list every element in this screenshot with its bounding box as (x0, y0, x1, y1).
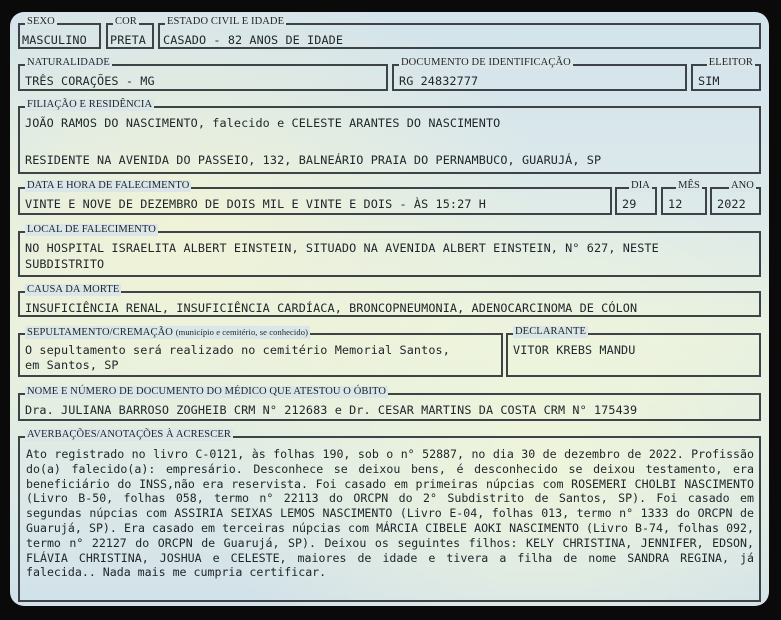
falecimento-value: VINTE E NOVE DE DEZEMBRO DE DOIS MIL E VINTE E DOIS - ÀS 15:27 H (25, 197, 486, 211)
medico-field (18, 386, 761, 421)
falecimento-label: DATA E HORA DE FALECIMENTO (27, 180, 190, 191)
eleitor-label: ELEITOR (708, 57, 753, 68)
sepultamento-value-line1: O sepultamento será realizado no cemitério Memorial Santos, (25, 343, 450, 357)
causa-field (18, 284, 761, 317)
estado-civil-field (158, 16, 761, 49)
mes-field (661, 180, 707, 215)
declarante-field (506, 326, 761, 377)
sepultamento-field (18, 327, 503, 377)
estado-civil-value: CASADO - 82 ANOS DE IDADE (163, 33, 344, 47)
averbacoes-field (18, 429, 761, 602)
cor-label: COR (115, 16, 137, 27)
medico-value: Dra. JULIANA BARROSO ZOGHEIB CRM N° 212683 e Dr. CESAR MARTINS DA COSTA CRM N° 175439 (25, 403, 638, 417)
averbacoes-text: Ato registrado no livro C-0121, às folhas 190, sob o n° 52887, no dia 30 de dezembro de 2022. Profissão do(a) falecido(a): empresário. Desconhece se deixou bens, é desconhecido se deixou testamento, era beneficiário do INSS,não era reservista. Foi casado em primeiras núpcias com ROSEMERI CHOLBI NASCIMENTO (Livro B-50, folhas 058, termo n° 22113 do ORCPN do 2° Subdistrito de Santos, SP). Foi casado em segundas núpcias com ASSIRIA SEIXAS LEMOS NASCIMENTO (Livro E-04, folhas 013, termo n° 1333 do ORCPN de Guarujá, SP). Era casado em terceiras núpcias com MÁRCIA CIBELE AOKI NASCIMENTO (Livro B-74, folhas 092, termo n° 22127 do ORCPN de Guarujá, SP). Deixou os seguintes filhos: KELY CHRISTINA, JENNIFER, EDSON, FLÁVIA CHRISTINA, JOSHUA e CELESTE, maiores de idade e tivera a filha de nome SANDRA REGINA, já falecida.. Nada mais me cumpria certificar. (26, 447, 754, 580)
ano-label: ANO (730, 180, 754, 191)
documento-label: DOCUMENTO DE IDENTIFICAÇÃO (401, 57, 571, 68)
local-value-line1: NO HOSPITAL ISRAELITA ALBERT EINSTEIN, SITUADO NA AVENIDA ALBERT EINSTEIN, N° 627, NESTE (25, 241, 659, 255)
declarante-value: VITOR KREBS MANDU (513, 343, 636, 357)
sepultamento-label (25, 326, 310, 339)
sepultamento-label-note: (município e cemitério, se conhecido) (175, 327, 309, 337)
mes-label: MÊS (678, 180, 700, 191)
causa-value: INSUFICIÊNCIA RENAL, INSUFICIÊNCIA CARDÍACA, BRONCOPNEUMONIA, ADENOCARCINOMA DE CÓLON (25, 301, 638, 315)
documento-field (392, 57, 687, 91)
sexo-value: MASCULINO (22, 33, 87, 47)
filiacao-residence: RESIDENTE NA AVENIDA DO PASSEIO, 132, BALNEÁRIO PRAIA DO PERNAMBUCO, GUARUJÁ, SP (25, 153, 602, 167)
eleitor-value: SIM (698, 74, 720, 88)
sepultamento-value-line2: em Santos, SP (25, 358, 119, 372)
filiacao-label: FILIAÇÃO E RESIDÊNCIA (27, 99, 153, 110)
cor-value: PRETA (110, 33, 147, 47)
sexo-label: SEXO (27, 16, 55, 27)
sepultamento-label-text: SEPULTAMENTO/CREMAÇÃO (27, 327, 173, 338)
ano-field (710, 180, 761, 215)
naturalidade-field (18, 57, 388, 91)
naturalidade-value: TRÊS CORAÇÕES - MG (25, 74, 155, 88)
filiacao-field (18, 99, 761, 174)
dia-label: DIA (631, 180, 650, 191)
estado-civil-label: ESTADO CIVIL E IDADE (167, 16, 285, 27)
eleitor-field (691, 57, 761, 91)
dia-field (615, 180, 657, 215)
death-certificate (10, 12, 769, 606)
falecimento-field (18, 180, 612, 215)
averbacoes-label: AVERBAÇÕES/ANOTAÇÕES À ACRESCER (27, 429, 231, 440)
declarante-label: DECLARANTE (515, 326, 586, 337)
sexo-field (18, 16, 101, 49)
local-value-line2: SUBDISTRITO (25, 257, 105, 271)
dia-value: 29 (622, 197, 637, 211)
ano-value: 2022 (717, 197, 746, 211)
documento-value: RG 24832777 (399, 74, 479, 88)
medico-label: NOME E NÚMERO DE DOCUMENTO DO MÉDICO QUE ATESTOU O ÓBITO (27, 386, 387, 397)
local-label: LOCAL DE FALECIMENTO (27, 224, 156, 235)
filiacao-parents: JOÃO RAMOS DO NASCIMENTO, falecido e CELESTE ARANTES DO NASCIMENTO (25, 116, 501, 130)
mes-value: 12 (668, 197, 683, 211)
causa-label: CAUSA DA MORTE (27, 284, 120, 295)
naturalidade-label: NATURALIDADE (27, 57, 110, 68)
cor-field (106, 16, 154, 49)
local-field (18, 224, 761, 277)
